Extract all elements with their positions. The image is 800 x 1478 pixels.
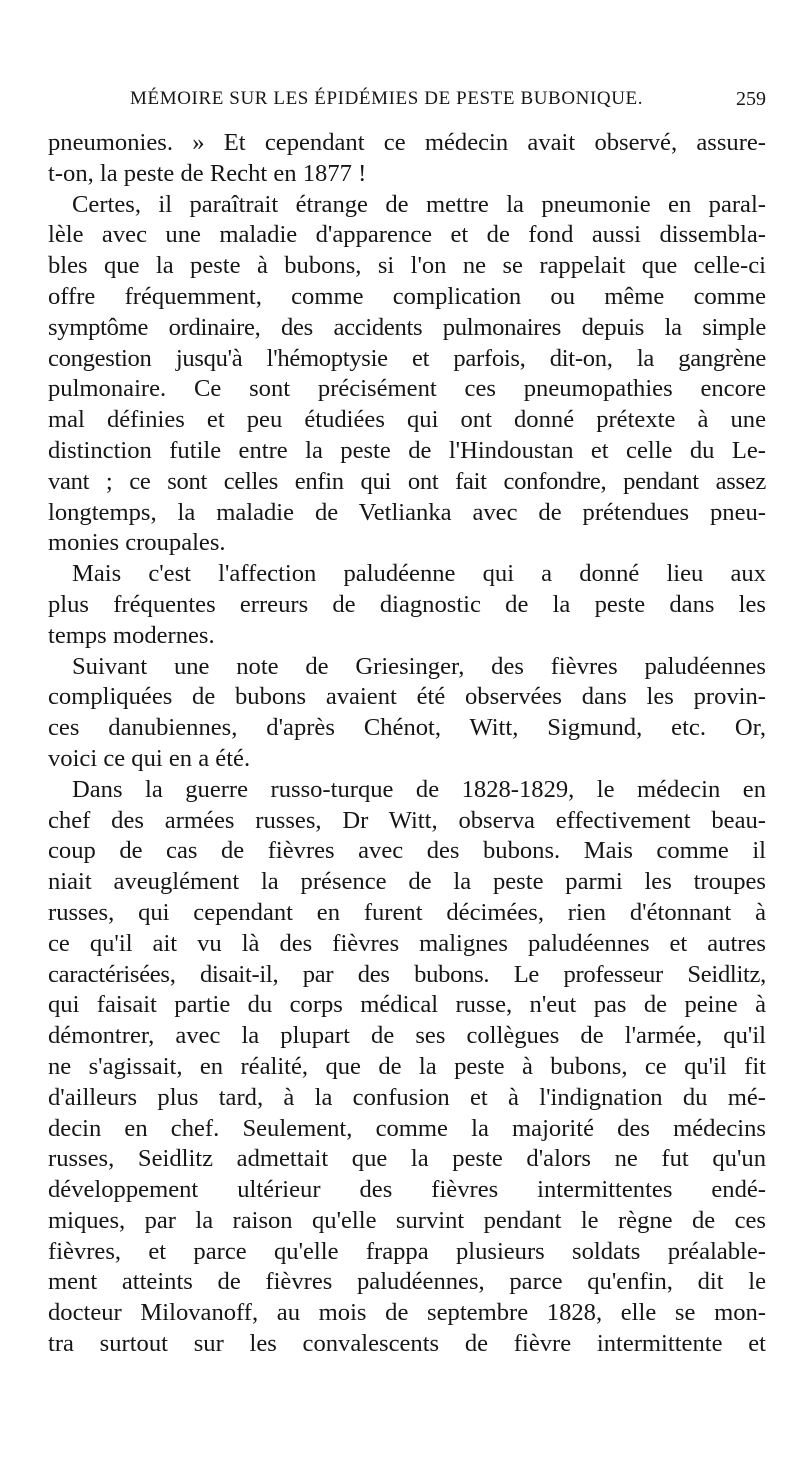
text-line: miques, par la raison qu'elle survint pendant le règne de ces [48, 1206, 766, 1234]
text-line: decin en chef. Seulement, comme la majorité des médecins [48, 1114, 766, 1142]
text-line: ce qu'il ait vu là des fièvres malignes paludéennes et autres [48, 929, 766, 957]
body-text [48, 128, 766, 1360]
text-line: pulmonaire. Ce sont précisément ces pneumopathies encore [48, 375, 766, 403]
text-line: ces danubiennes, d'après Chénot, Witt, Sigmund, etc. Or, [48, 714, 766, 742]
running-header [48, 88, 766, 118]
text-line: niait aveuglément la présence de la peste parmi les troupes [48, 868, 766, 896]
text-line: développement ultérieur des fièvres intermittentes endé- [48, 1176, 766, 1204]
text-line: tra surtout sur les convalescents de fièvre intermittente et [48, 1330, 766, 1358]
text-line: caractérisées, disait-il, par des bubons. Le professeur Seidlitz, [48, 960, 766, 988]
running-title: MÉMOIRE SUR LES ÉPIDÉMIES DE PESTE BUBONIQUE. [130, 88, 644, 109]
text-line: bles que la peste à bubons, si l'on ne se rappelait que celle-ci [48, 252, 766, 280]
text-line: russes, qui cependant en furent décimées, rien d'étonnant à [48, 898, 766, 926]
text-line: congestion jusqu'à l'hémoptysie et parfois, dit-on, la gangrène [48, 344, 766, 372]
text-line: russes, Seidlitz admettait que la peste d'alors ne fut qu'un [48, 1145, 766, 1173]
text-line: voici ce qui en a été. [48, 744, 251, 772]
text-line: offre fréquemment, comme complication ou même comme [48, 282, 766, 310]
text-line: Mais c'est l'affection paludéenne qui a donné lieu aux [72, 560, 766, 588]
text-line: pneumonies. » Et cependant ce médecin avait observé, assure- [48, 129, 766, 156]
text-line: symptôme ordinaire, des accidents pulmonaires depuis la simple [48, 313, 766, 341]
text-line: ment atteints de fièvres paludéennes, parce qu'enfin, dit le [48, 1268, 766, 1296]
text-line: chef des armées russes, Dr Witt, observa effectivement beau- [48, 806, 766, 834]
text-line: Certes, il paraîtrait étrange de mettre la pneumonie en paral- [72, 190, 766, 218]
text-line: docteur Milovanoff, au mois de septembre 1828, elle se mon- [48, 1299, 766, 1327]
text-line: distinction futile entre la peste de l'Hindoustan et celle du Le- [48, 436, 766, 464]
text-line: lèle avec une maladie d'apparence et de fond aussi dissembla- [48, 221, 766, 249]
text-line: monies croupales. [48, 529, 226, 557]
text-line: Dans la guerre russo-turque de 1828-1829, le médecin en [72, 775, 766, 803]
text-line: qui faisait partie du corps médical russe, n'eut pas de peine à [48, 991, 766, 1019]
text-line: fièvres, et parce qu'elle frappa plusieurs soldats préalable- [48, 1237, 766, 1265]
text-line: ne s'agissait, en réalité, que de la peste à bubons, ce qu'il fit [48, 1052, 766, 1080]
text-line: plus fréquentes erreurs de diagnostic de la peste dans les [48, 590, 766, 618]
text-line: coup de cas de fièvres avec des bubons. Mais comme il [48, 837, 766, 865]
text-line: temps modernes. [48, 621, 215, 649]
text-line: t-on, la peste de Recht en 1877 ! [48, 159, 367, 187]
text-line: mal définies et peu étudiées qui ont donné prétexte à une [48, 406, 766, 434]
text-line: démontrer, avec la plupart de ses collègues de l'armée, qu'il [48, 1022, 766, 1050]
text-line: d'ailleurs plus tard, à la confusion et à l'indignation du mé- [48, 1083, 766, 1111]
page-number: 259 [736, 88, 766, 110]
text-line: vant ; ce sont celles enfin qui ont fait confondre, pendant assez [48, 467, 766, 495]
text-line: compliquées de bubons avaient été observées dans les provin- [48, 683, 766, 711]
text-line: Suivant une note de Griesinger, des fièvres paludéennes [72, 652, 766, 680]
text-line: longtemps, la maladie de Vetlianka avec de prétendues pneu- [48, 498, 766, 526]
